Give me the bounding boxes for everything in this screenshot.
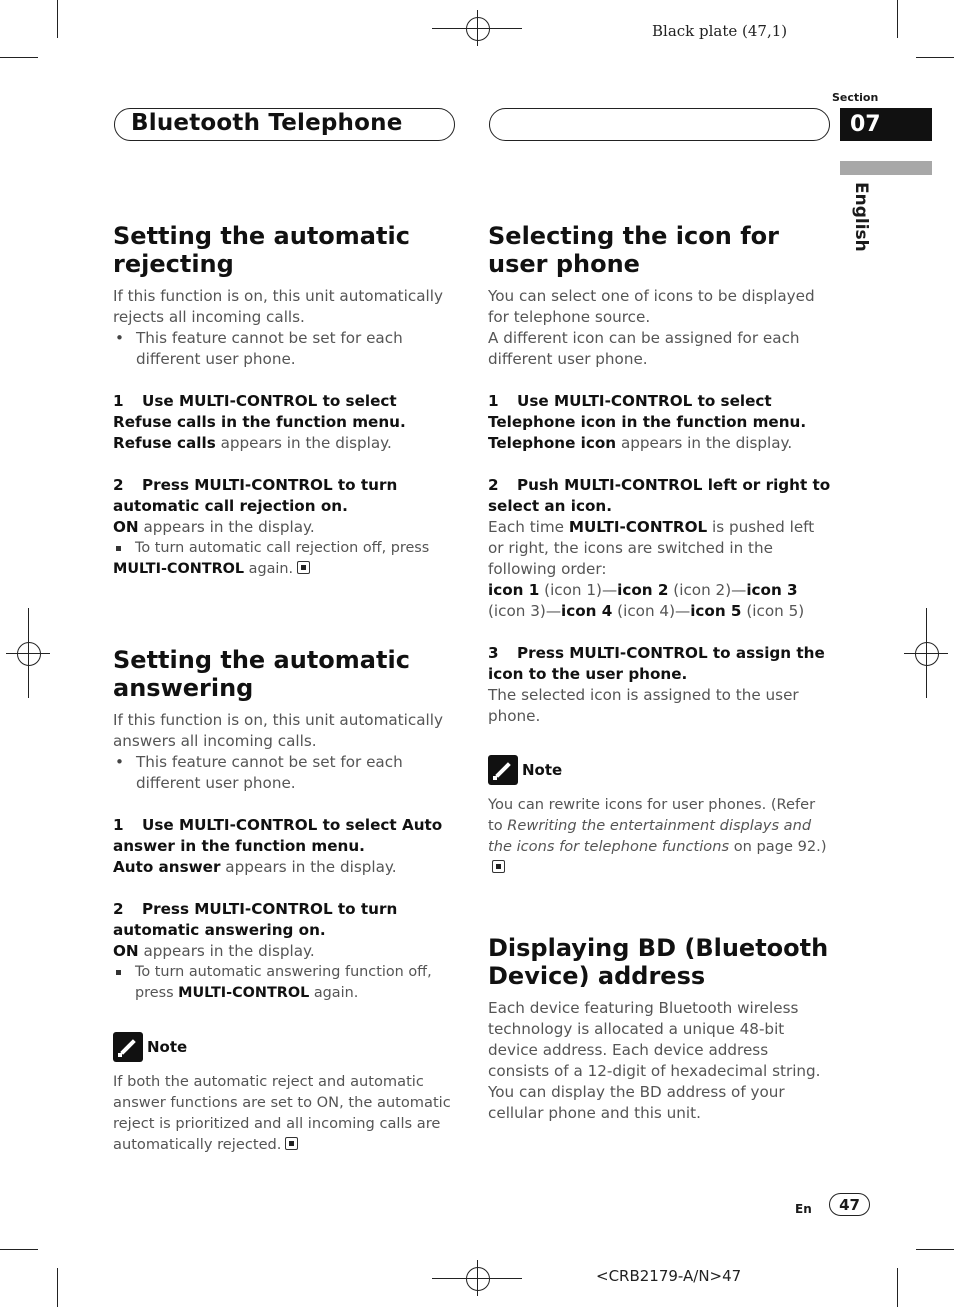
- crop-mark: [57, 1268, 58, 1307]
- pencil-icon: [488, 755, 518, 785]
- paragraph-text: appears in the display.: [215, 434, 392, 452]
- display-value: Telephone icon: [488, 434, 617, 452]
- step-heading: [113, 899, 458, 941]
- section-tab-bar: [840, 161, 932, 175]
- note-header: [113, 1032, 458, 1062]
- cross-reference: Rewriting the entertainment displays and the icons for telephone functions: [488, 817, 812, 855]
- section-label: Section: [832, 91, 879, 104]
- note-title: Note: [147, 1037, 188, 1056]
- crop-mark: [916, 1249, 954, 1250]
- icon-option: icon 5: [690, 602, 742, 620]
- step-number: 3: [488, 644, 499, 662]
- note-title: Note: [522, 760, 563, 779]
- control-name: MULTI-CONTROL: [178, 985, 310, 1001]
- step-text: Press MULTI-CONTROL to assign the icon to the user phone.: [488, 644, 825, 683]
- step-text: Press MULTI-CONTROL to turn automatic answering on.: [113, 900, 398, 939]
- note-body: on page 92.): [729, 838, 827, 855]
- paragraph-text: appears in the display.: [220, 858, 397, 876]
- step-heading: [113, 391, 458, 433]
- icon-option: icon 1: [488, 581, 540, 599]
- section-heading: Setting the automatic rejecting: [113, 222, 410, 278]
- sub-note-text: To turn automatic answering function off, press: [135, 964, 432, 1001]
- icon-option: icon 3: [746, 581, 798, 599]
- paragraph-text: appears in the display.: [138, 518, 315, 536]
- end-mark-icon: [492, 860, 505, 873]
- language-tab: English: [851, 182, 871, 252]
- sub-note: [113, 962, 458, 1004]
- crop-mark: [0, 1249, 38, 1250]
- step-text: Use MULTI-CONTROL to select Auto answer in the function menu.: [113, 816, 443, 855]
- sub-note: [113, 538, 458, 580]
- icon-option-desc: (icon 1)—: [539, 581, 618, 599]
- page-number: 47: [829, 1193, 870, 1216]
- step-number: 2: [113, 476, 124, 494]
- paragraph: [113, 941, 458, 962]
- plate-label: Black plate (47,1): [652, 22, 788, 40]
- end-mark-icon: [297, 561, 310, 574]
- step-number: 2: [113, 900, 124, 918]
- display-value: Auto answer: [113, 858, 221, 876]
- section-heading: Displaying BD (Bluetooth Device) address: [488, 934, 829, 990]
- step-number: 2: [488, 476, 499, 494]
- paragraph: [113, 517, 458, 538]
- right-column: [488, 222, 833, 1124]
- icon-option-desc: (icon 3)—: [488, 602, 562, 620]
- end-mark-icon: [285, 1137, 298, 1150]
- note-body: You can rewrite icons for user phones. (Refer to: [488, 796, 816, 834]
- note-text: [488, 794, 833, 878]
- crop-mark: [0, 57, 38, 58]
- icon-option-desc: (icon 5): [741, 602, 805, 620]
- section-heading: Selecting the icon for user phone: [488, 222, 779, 278]
- registration-mark: [17, 642, 41, 666]
- paragraph: A different icon can be assigned for each different user phone.: [488, 329, 800, 368]
- pencil-icon: [113, 1032, 143, 1062]
- bullet-item: • This feature cannot be set for each different user phone.: [113, 328, 458, 370]
- step-heading: [113, 815, 458, 857]
- paragraph: [488, 433, 833, 454]
- step-heading: [113, 475, 458, 517]
- step-heading: [488, 475, 833, 517]
- note-body: If both the automatic reject and automatic answer functions are set to ON, the automatic reject is prioritized and all incoming calls are automatically rejected.: [113, 1073, 451, 1153]
- paragraph: If this function is on, this unit automatically answers all incoming calls.: [113, 711, 443, 750]
- step-text: Use MULTI-CONTROL to select Telephone icon in the function menu.: [488, 392, 807, 431]
- registration-mark: [466, 17, 490, 41]
- paragraph: If this function is on, this unit automatically rejects all incoming calls.: [113, 287, 443, 326]
- paragraph-text: is pushed left or right, the icons are switched in the following order:: [488, 518, 815, 578]
- note-text: [113, 1071, 458, 1155]
- step-text: Press MULTI-CONTROL to turn automatic call rejection on.: [113, 476, 398, 515]
- bullet-item: • This feature cannot be set for each different user phone.: [113, 752, 458, 794]
- sub-note-text: again.: [244, 561, 294, 577]
- paragraph: You can display the BD address of your cellular phone and this unit.: [488, 1083, 785, 1122]
- crop-mark: [897, 0, 898, 38]
- paragraph: [488, 517, 833, 580]
- step-text: Use MULTI-CONTROL to select Refuse calls in the function menu.: [113, 392, 406, 431]
- step-number: 1: [113, 816, 124, 834]
- sub-note-text: again.: [309, 985, 359, 1001]
- crop-mark: [897, 1268, 898, 1307]
- page-language: En: [795, 1202, 812, 1216]
- display-value: ON: [113, 942, 139, 960]
- crop-mark: [57, 0, 58, 38]
- paragraph: You can select one of icons to be displayed for telephone source.: [488, 287, 815, 326]
- step-number: 1: [488, 392, 499, 410]
- left-column: [113, 222, 458, 1155]
- step-heading: [488, 643, 833, 685]
- step-number: 1: [113, 392, 124, 410]
- display-value: ON: [113, 518, 139, 536]
- registration-mark: [915, 642, 939, 666]
- section-heading: Setting the automatic answering: [113, 646, 410, 702]
- header-title: Bluetooth Telephone: [131, 110, 403, 136]
- paragraph: [113, 857, 458, 878]
- step-heading: [488, 391, 833, 433]
- paragraph-text: Each time: [488, 518, 569, 536]
- control-name: MULTI-CONTROL: [113, 561, 245, 577]
- section-number: 07: [840, 108, 932, 141]
- icon-option-desc: (icon 4)—: [612, 602, 691, 620]
- paragraph-text: appears in the display.: [616, 434, 793, 452]
- control-name: MULTI-CONTROL: [568, 518, 708, 536]
- icon-order: [488, 580, 833, 622]
- icon-option-desc: (icon 2)—: [668, 581, 747, 599]
- header-right-frame: [489, 108, 830, 141]
- registration-mark: [466, 1267, 490, 1291]
- paragraph-text: appears in the display.: [138, 942, 315, 960]
- paragraph: Each device featuring Bluetooth wireless technology is allocated a unique 48-bit device address. Each device address consists of a 12-digit of hexadecimal string.: [488, 999, 821, 1080]
- footer-code: <CRB2179-A/N>47: [596, 1267, 742, 1285]
- sub-note-text: To turn automatic call rejection off, press: [135, 540, 430, 556]
- paragraph: [113, 433, 458, 454]
- icon-option: icon 4: [561, 602, 613, 620]
- step-text: Push MULTI-CONTROL left or right to select an icon.: [488, 476, 831, 515]
- display-value: Refuse calls: [113, 434, 216, 452]
- crop-mark: [916, 57, 954, 58]
- icon-option: icon 2: [617, 581, 669, 599]
- paragraph: The selected icon is assigned to the user phone.: [488, 686, 799, 725]
- note-header: [488, 755, 833, 785]
